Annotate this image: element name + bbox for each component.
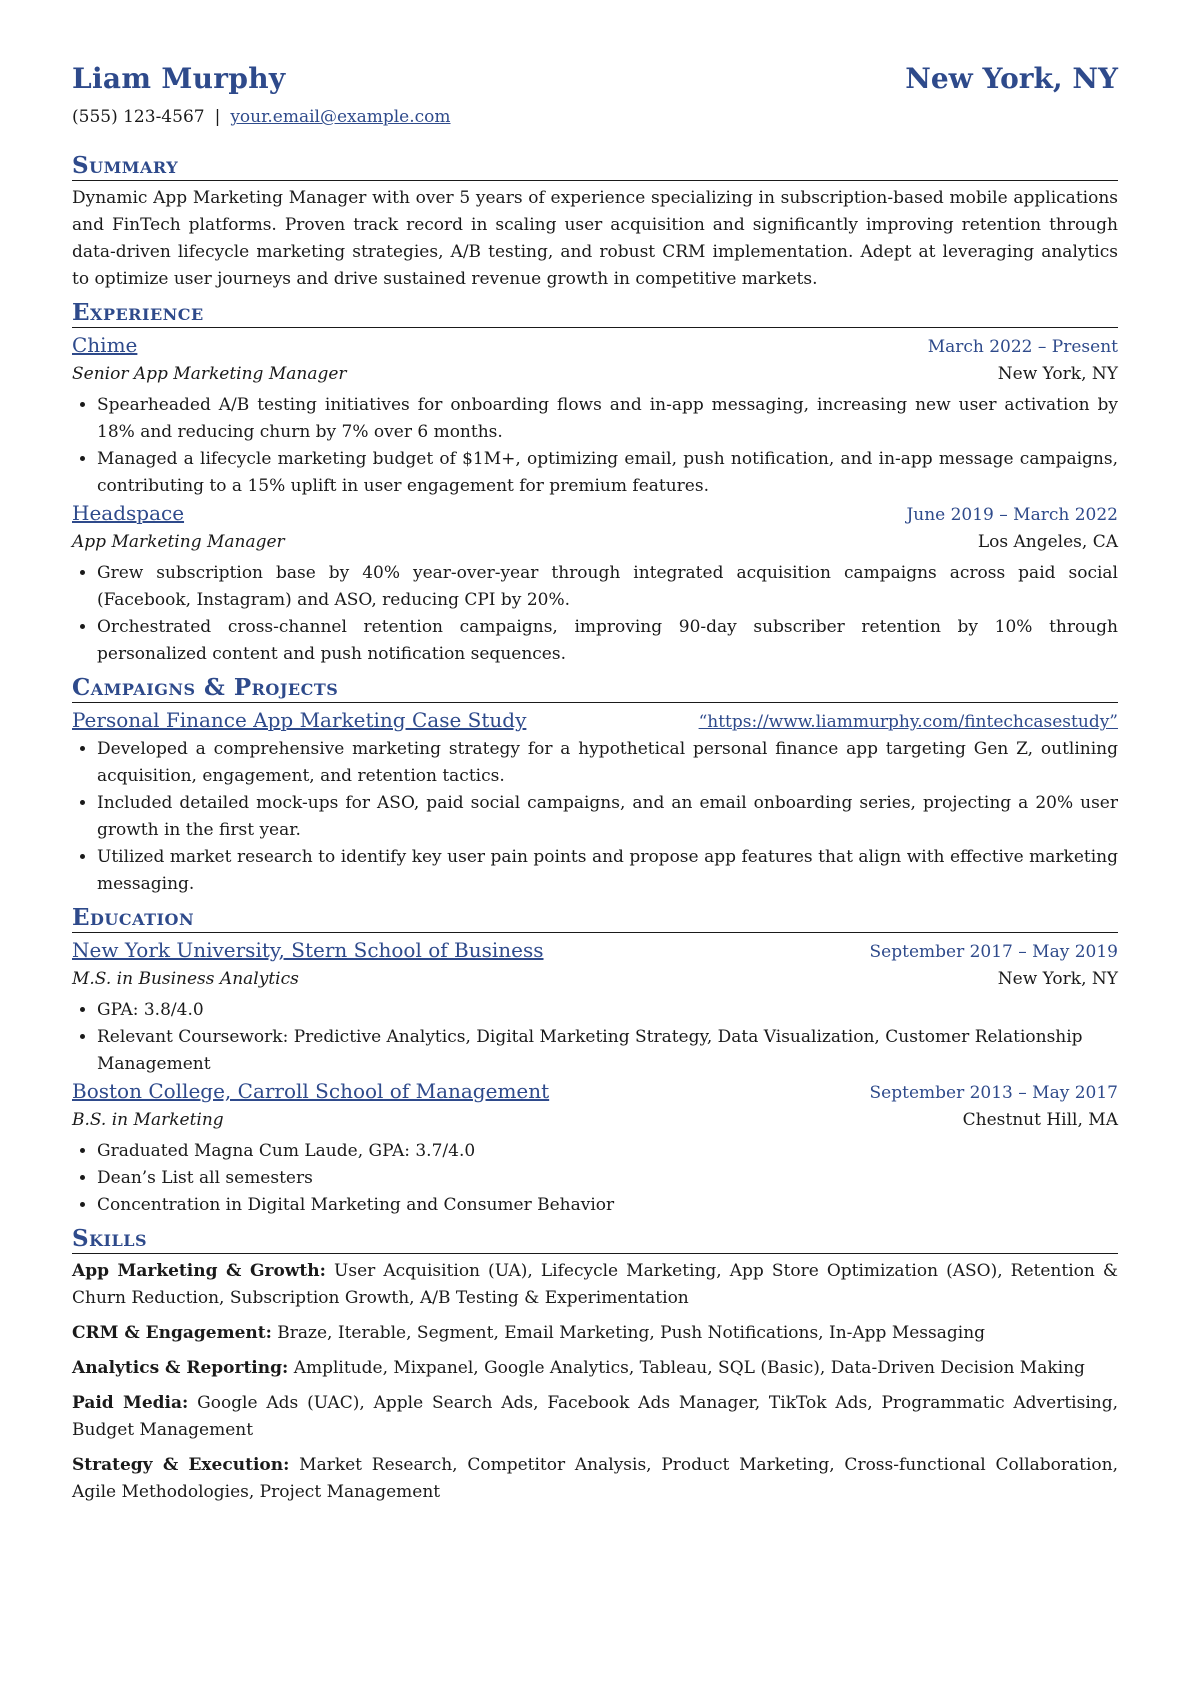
skill-group xyxy=(72,1390,1118,1444)
school-link[interactable]: New York University, Stern School of Business xyxy=(72,938,544,962)
resume-content xyxy=(72,152,1118,1514)
list-item: • Included detailed mock-ups for ASO, paid social campaigns, and an email onboarding series, projecting a 20% user growth in the first year. xyxy=(97,790,1118,844)
skill-text: Braze, Iterable, Segment, Email Marketing, Push Notifications, In-App Messaging xyxy=(277,1323,986,1343)
section-title-summary: Summary xyxy=(72,152,1118,181)
email-link[interactable]: your.email@example.com xyxy=(230,107,451,127)
skill-group xyxy=(72,1258,1118,1312)
section-title-projects: Campaigns & Projects xyxy=(72,674,1118,703)
job-role: App Marketing Manager xyxy=(72,532,285,552)
list-item: • Managed a lifecycle marketing budget of $1M+, optimizing email, push notification, and in-app message campaigns, contributing to a 15% uplift in user engagement for premium features. xyxy=(97,446,1118,500)
job-role: Senior App Marketing Manager xyxy=(72,364,347,384)
job-bullets xyxy=(72,392,1118,500)
candidate-name: Liam Murphy xyxy=(72,62,286,95)
school-location: Chestnut Hill, MA xyxy=(962,1110,1118,1130)
school-location: New York, NY xyxy=(997,969,1118,989)
school-bullets xyxy=(72,997,1118,1078)
job-dates: March 2022 – Present xyxy=(927,337,1118,357)
job-location: New York, NY xyxy=(997,364,1118,384)
skill-group xyxy=(72,1320,1118,1347)
school-dates: September 2017 – May 2019 xyxy=(869,942,1118,962)
project-entry xyxy=(72,707,1118,898)
degree: M.S. in Business Analytics xyxy=(72,969,299,989)
phone-number: (555) 123-4567 xyxy=(72,107,205,127)
section-title-skills: Skills xyxy=(72,1225,1118,1254)
degree: B.S. in Marketing xyxy=(72,1110,224,1130)
skill-group xyxy=(72,1355,1118,1382)
candidate-location: New York, NY xyxy=(905,62,1118,95)
experience-section xyxy=(72,299,1118,668)
school-bullets xyxy=(72,1138,1118,1219)
skill-label: App Marketing & Growth: xyxy=(72,1261,326,1281)
list-item: • Developed a comprehensive marketing strategy for a hypothetical personal finance app targeting Gen Z, outlining acquisition, engagement, and retention tactics. xyxy=(97,736,1118,790)
skill-text: Amplitude, Mixpanel, Google Analytics, Tableau, SQL (Basic), Data-Driven Decision Making xyxy=(293,1358,1085,1378)
experience-entry xyxy=(72,332,1118,500)
summary-section xyxy=(72,152,1118,293)
school-dates: September 2013 – May 2017 xyxy=(869,1083,1118,1103)
skill-label: Analytics & Reporting: xyxy=(72,1358,289,1378)
list-item: • Relevant Coursework: Predictive Analytics, Digital Marketing Strategy, Data Visualization, Customer Relationship Management xyxy=(97,1024,1118,1078)
skill-text: Google Ads (UAC), Apple Search Ads, Facebook Ads Manager, TikTok Ads, Programmatic Advertising, Budget Management xyxy=(72,1393,1119,1440)
skill-group xyxy=(72,1452,1118,1506)
skill-label: Paid Media: xyxy=(72,1393,189,1413)
company-link[interactable]: Chime xyxy=(72,333,138,357)
list-item: • Spearheaded A/B testing initiatives for onboarding flows and in-app messaging, increasing new user activation by 18% and reducing churn by 7% over 6 months. xyxy=(97,392,1118,446)
list-item: • Utilized market research to identify key user pain points and propose app features that align with effective marketing messaging. xyxy=(97,844,1118,898)
skill-label: Strategy & Execution: xyxy=(72,1455,290,1475)
list-item: • Graduated Magna Cum Laude, GPA: 3.7/4.0 xyxy=(97,1138,1118,1165)
list-item: • Grew subscription base by 40% year-over-year through integrated acquisition campaigns across paid social (Facebook, Instagram) and ASO, reducing CPI by 20%. xyxy=(97,560,1118,614)
contact-line xyxy=(72,107,1118,127)
company-link[interactable]: Headspace xyxy=(72,501,185,525)
section-title-experience: Experience xyxy=(72,299,1118,328)
education-entry xyxy=(72,937,1118,1078)
project-bullets xyxy=(72,736,1118,898)
education-section xyxy=(72,904,1118,1219)
list-item: • Orchestrated cross-channel retention campaigns, improving 90-day subscriber retention by 10% through personalized content and push notification sequences. xyxy=(97,614,1118,668)
skill-label: CRM & Engagement: xyxy=(72,1323,272,1343)
experience-entry xyxy=(72,500,1118,668)
project-title-link[interactable]: Personal Finance App Marketing Case Study xyxy=(72,708,527,732)
education-entry xyxy=(72,1078,1118,1219)
projects-section xyxy=(72,674,1118,898)
contact-separator: | xyxy=(214,107,221,127)
job-location: Los Angeles, CA xyxy=(977,532,1118,552)
list-item: • GPA: 3.8/4.0 xyxy=(97,997,1118,1024)
resume-header xyxy=(72,62,1118,127)
project-url-link[interactable]: “https://www.liammurphy.com/fintechcasestudy” xyxy=(698,712,1118,732)
list-item: • Dean’s List all semesters xyxy=(97,1165,1118,1192)
job-dates: June 2019 – March 2022 xyxy=(906,505,1118,525)
section-title-education: Education xyxy=(72,904,1118,933)
job-bullets xyxy=(72,560,1118,668)
list-item: • Concentration in Digital Marketing and Consumer Behavior xyxy=(97,1192,1118,1219)
skill-text: User Acquisition (UA), Lifecycle Marketing, App Store Optimization (ASO), Retention & Churn Reduction, Subscription Growth, A/B Testing & Experimentation xyxy=(72,1261,1119,1308)
summary-text: Dynamic App Marketing Manager with over 5 years of experience specializing in subscription-based mobile applications and FinTech platforms. Proven track record in scaling user acquisition and significantly improving retention through data-driven lifecycle marketing strategies, A/B testing, and robust CRM implementation. Adept at leveraging analytics to optimize user journeys and drive sustained revenue growth in competitive markets. xyxy=(72,188,1118,289)
skill-text: Market Research, Competitor Analysis, Product Marketing, Cross-functional Collaboration, Agile Methodologies, Project Management xyxy=(72,1455,1118,1502)
school-link[interactable]: Boston College, Carroll School of Management xyxy=(72,1079,550,1103)
skills-section xyxy=(72,1225,1118,1506)
